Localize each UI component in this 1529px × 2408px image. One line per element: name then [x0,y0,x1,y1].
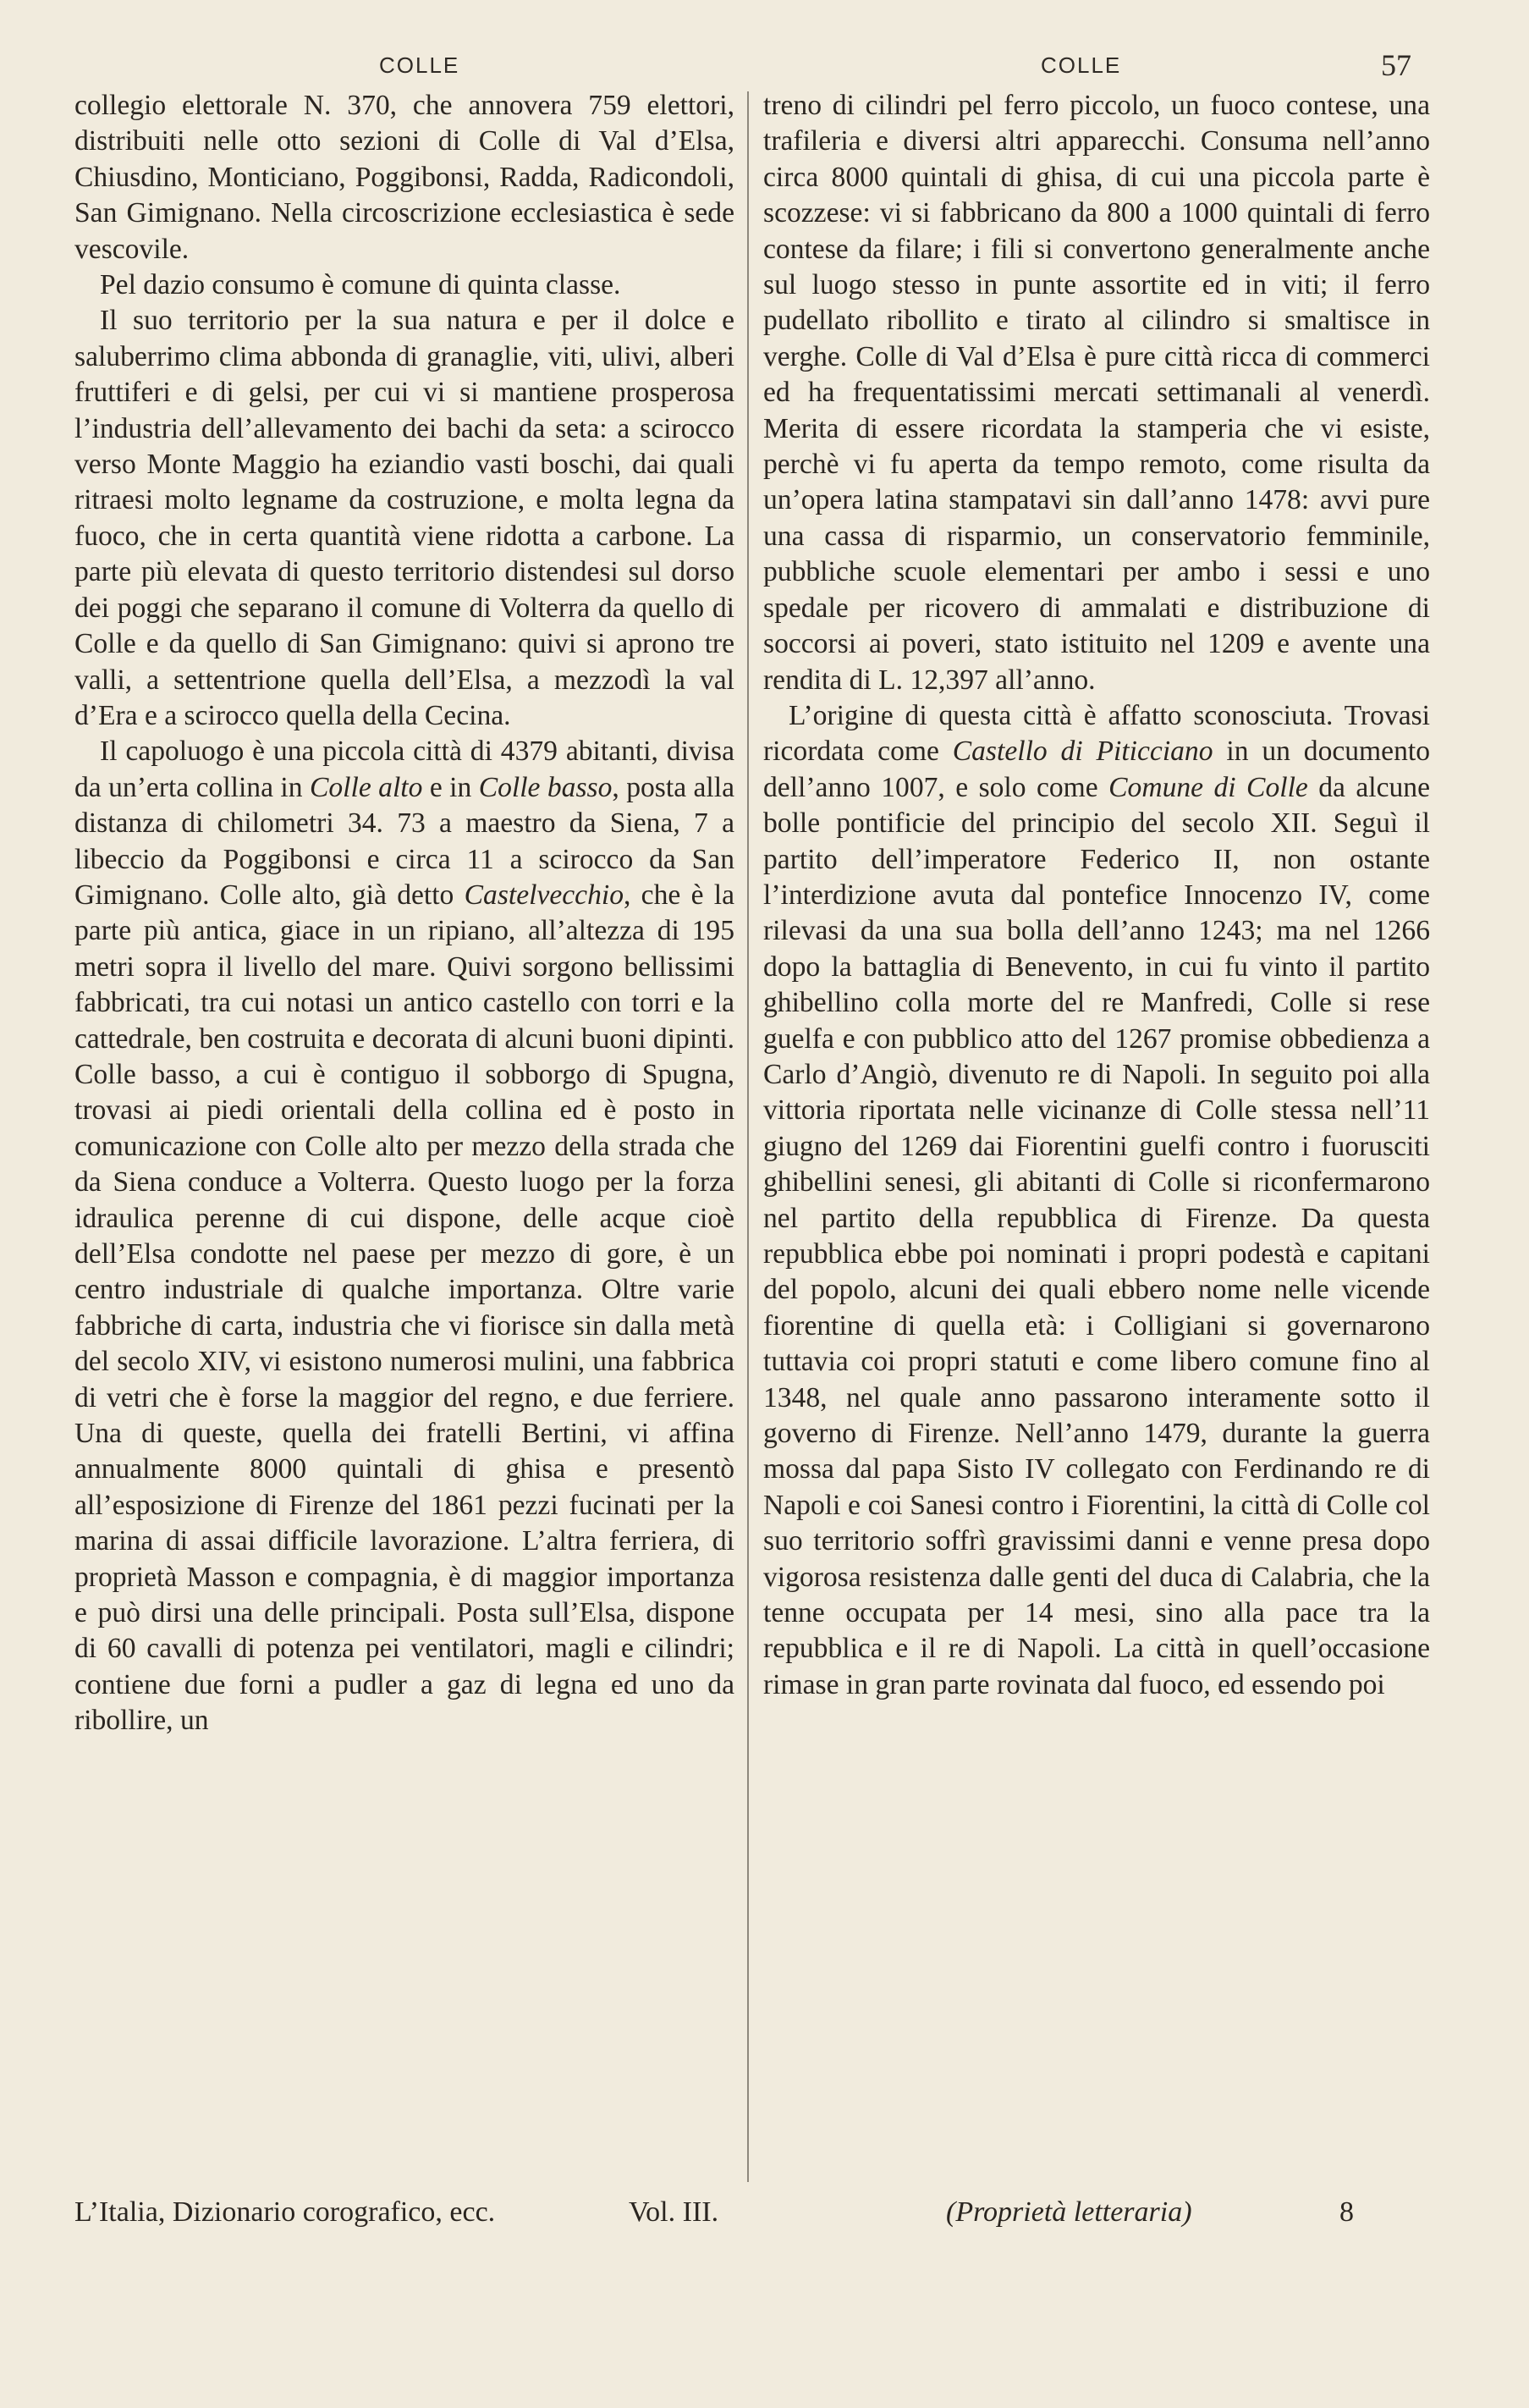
header-left-title: COLLE [379,52,460,78]
paragraph: Il capoluogo è una piccola città di 4379 abitanti, divisa da un’erta collina in Colle alto e in Colle basso, posta alla distanza di chilometri 34. 73 a maestro da Siena, 7 a libeccio da Poggibonsi e circa 11 a scirocco da San Gimignano. Colle alto, già detto Castelvecchio, che è la parte più antica, giace in un ripiano, all’altezza di 195 metri sopra il livello del mare. Quivi sorgono bellissimi fabbricati, tra cui notasi un antico castello con torri e la cattedrale, ben costruita e decorata di alcuni buoni dipinti. Colle basso, a cui è contiguo il sobborgo di Spugna, trovasi ai piedi orientali della collina ed è posto in comunicazione con Colle alto per mezzo della strada che da Siena conduce a Volterra. Questo luogo per la forza idraulica perenne di cui dispone, delle acque cioè dell’Elsa condotte nel paese per mezzo di gore, è un centro industriale di qualche importanza. Oltre varie fabbriche di carta, industria che vi fiorisce sin dalla metà del secolo XIV, vi esistono numerosi mulini, una fabbrica di vetri che è forse la maggior del regno, e due ferriere. Una di queste, quella dei fratelli Bertini, vi affina annualmente 8000 quintali di ghisa e presentò all’esposizione di Firenze del 1861 pezzi fucinati per la marina di assai difficile lavorazione. L’altra ferriera, di proprietà Masson e compagnia, è di maggior importanza e può dirsi una delle principali. Posta sull’Elsa, dispone di 60 cavalli di potenza pei ventilatori, magli e cilindri; contiene due forni a pudler a gaz di legna ed uno da ribollire, un [74,736,735,1737]
footer-rights: (Proprietà letteraria) [946,2196,1192,2228]
left-column [74,88,734,2196]
page-footer [74,2196,1445,2239]
paragraph: treno di cilindri pel ferro piccolo, un fuoco contese, una trafileria e diversi altri apparecchi. Consuma nell’anno circa 8000 quintali di ghisa, di cui una piccola parte è scozzese: vi si fabbricano da 800 a 1000 quintali di ferro contese da filare; i fili si convertono generalmente anche sul luogo stesso in punte assortite ed in viti; il ferro pudellato ribollito e tirato al cilindro si smaltisce in verghe. Colle di Val d’Elsa è pure città ricca di commerci ed ha frequentatissimi mercati settimanali al venerdì. Merita di essere ricordata la stamperia che vi esiste, perchè vi fu aperta da tempo remoto, come risulta da un’opera latina stampatavi sin dall’anno 1478: avvi pure una cassa di risparmio, un conservatorio femminile, pubbliche scuole elementari per ambo i sessi e uno spedale per ricovero di ammalati e distribuzione di soccorsi ai poveri, stato istituito nel 1209 e avente una rendita di L. 12,397 all’anno. [763,90,1430,696]
paragraph: Il suo territorio per la sua natura e per il dolce e saluberrimo clima abbonda di granaglie, viti, ulivi, alberi fruttiferi e di gelsi, per cui vi si mantiene prosperosa l’industria dell’allevamento dei bachi da seta: a scirocco verso Monte Maggio ha eziandio vasti boschi, dai quali ritraesi molto legname da costruzione, e molta legna da fuoco, che in certa quantità viene ridotta a carbone. La parte più elevata di questo territorio distendesi sul dorso dei poggi che separano il comune di Volterra da quello di Colle e da quello di San Gimignano: quivi si aprono tre valli, a settentrione quella dell’Elsa, a mezzodì la val d’Era e a scirocco quella della Cecina. [74,305,734,731]
running-header [0,48,1529,86]
footer-publication: L’Italia, Dizionario corografico, ecc. [74,2196,496,2228]
footer-volume: Vol. III. [629,2196,719,2228]
column-divider [747,91,749,2182]
right-column [763,88,1430,2196]
paragraph: Pel dazio consumo è comune di quinta classe. [100,269,621,301]
paragraph: collegio elettorale N. 370, che annovera 759 elettori, distribuiti nelle otto sezioni di Colle di Val d’Elsa, Chiusdino, Monticiano, Poggibonsi, Radda, Radicondoli, San Gimignano. Nella circoscrizione ecclesiastica è sede vescovile. [74,90,734,265]
paragraph: L’origine di questa città è affatto sconosciuta. Trovasi ricordata come Castello di Piticciano in un documento dell’anno 1007, e solo come Comune di Colle da alcune bolle pontificie del principio del secolo XII. Seguì il partito dell’imperatore Federico II, non ostante l’interdizione avuta dal pontefice Innocenzo IV, come rilevasi da una sua bolla dell’anno 1243; ma nel 1266 dopo la battaglia di Benevento, in cui fu vinto il partito ghibellino colla morte del re Manfredi, Colle si rese guelfa e con pubblico atto del 1267 promise obbedienza a Carlo d’Angiò, divenuto re di Napoli. In seguito poi alla vittoria riportata nelle vicinanze di Colle stessa nell’11 giugno del 1269 dai Fiorentini guelfi contro i fuorusciti ghibellini senesi, gli abitanti di Colle si riconfermarono nel partito della repubblica di Firenze. Da questa repubblica ebbe poi nominati i propri podestà e capitani del popolo, alcuni dei quali ebbero nome nelle vicende fiorentine di quella età: i Colligiani si governarono tuttavia coi propri statuti e come libero comune fino al 1348, nel quale anno passarono interamente sotto il governo di Firenze. Nell’anno 1479, durante la guerra mossa dal papa Sisto IV collegato con Ferdinando re di Napoli e coi Sanesi contro i Fiorentini, la città di Colle col suo territorio soffrì gravissimi danni e venne presa dopo vigorosa resistenza dalle genti del duca di Calabria, che la tenne occupata per 14 mesi, sino alla pace tra la repubblica e il re di Napoli. La città in quell’occasione rimase in gran parte rovinata dal fuoco, ed essendo poi [763,699,1430,1700]
footer-signature: 8 [1339,2196,1354,2228]
page-number: 57 [1381,48,1411,82]
header-right-title: COLLE [1041,52,1122,78]
